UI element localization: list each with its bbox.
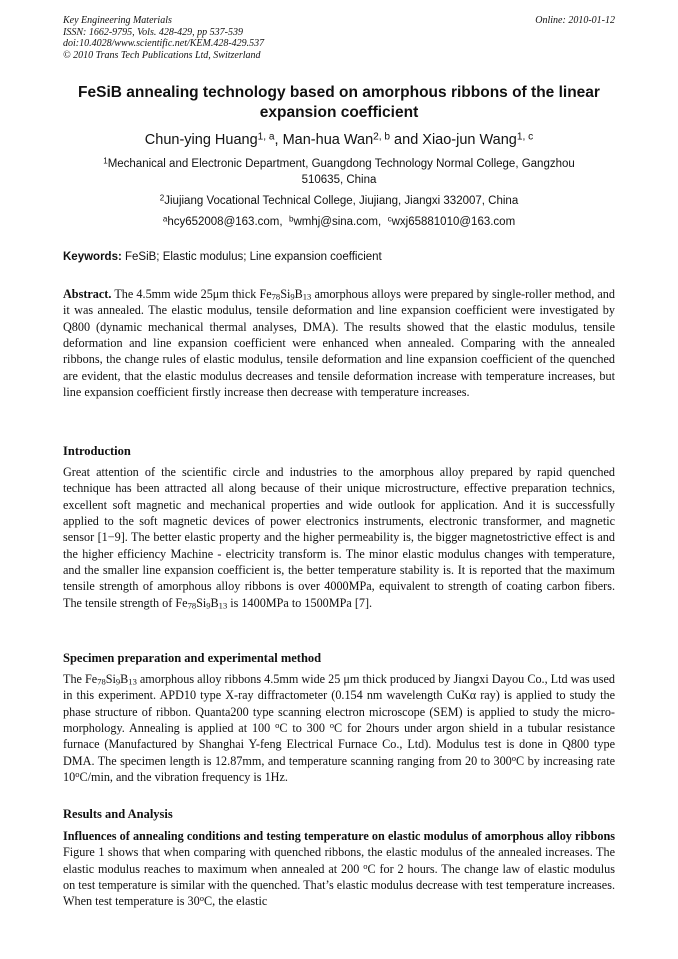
- degree-sign: o: [199, 893, 204, 904]
- paper-title: [63, 83, 615, 123]
- doi-line: doi:10.4028/www.scientific.net/KEM.428-429.537: [63, 38, 265, 49]
- specimen-text: B: [120, 672, 129, 686]
- specimen-text: amorphous alloy ribbons 4.5mm wide 25 μm thick produced by Jiangxi Dayou Co., Ltd was used in this experiment. APD10 type X-ray diffractometer (0.154 nm wavelength CuKα ray) is applied to study the phase structure of ribbon. Quanta200 type scanning electron microscope (SEM) is applied to study the micro-morphology. Annealing is applied at 100: [63, 672, 616, 736]
- email-c[interactable]: wxj65881010@163.com: [391, 216, 516, 228]
- abstract-text: amorphous alloys were prepared by single-roller method, and it was annealed. The elastic modulus, tensile deformation and line expansion coefficient were investigated by Q800 (dynamic mechanical thermal analyses, DMA). The results showed that the elastic modulus, tensile deformation and line expansion coefficient were enhanced when annealed. Comparing with the annealed ribbons, the change rules of elastic modulus, tensile deformation and line expansion coefficient of the quenched are evident, that the elastic modulus decreases and tensile deformation increase with temperature increases, but line expansion coefficient firstly increase then decrease with temperature increases.: [63, 287, 615, 400]
- specimen-text: C to 300: [279, 721, 330, 736]
- results-text: C for 2 hours. The change law of elastic modulus on test temperature is similar with the quenched. That’s elastic modulus decrease with test temperature increases. When test temperature is 30: [63, 861, 615, 909]
- subscript: 13: [302, 291, 312, 302]
- abstract-label: Abstract.: [63, 287, 112, 301]
- introduction-text: Si: [196, 595, 207, 610]
- specimen-heading: Specimen preparation and experimental method: [63, 651, 322, 665]
- keywords-text: FeSiB; Elastic modulus; Line expansion coefficient: [121, 251, 382, 263]
- affiliation-1-marker: 1: [103, 156, 108, 166]
- affiliation-2: [63, 193, 615, 209]
- email-a-marker: a: [162, 214, 168, 224]
- degree-sign: o: [75, 769, 80, 780]
- abstract-paragraph: [63, 286, 615, 400]
- journal-header: [63, 15, 615, 61]
- subscript: 78: [97, 676, 106, 687]
- specimen-text: C for 2hours under argon shield in a tubular resistance furnace (Manufactured by Shanghai Y-feng Electrical Furnace Co., Ltd). Modulus test is done in Q800 type DMA. The specimen length is 12.87mm, and temperature scanning ranging from 20 to 300: [63, 721, 615, 768]
- introduction-paragraph: [63, 464, 615, 611]
- specimen-text: C/min, and the vibration frequency is 1Hz.: [79, 770, 288, 785]
- results-heading: Results and Analysis: [63, 807, 173, 821]
- introduction-heading: Introduction: [63, 444, 131, 458]
- author-2: , Man-hua Wan: [274, 132, 374, 148]
- results-text: C, the elastic: [204, 894, 268, 909]
- keywords-label: Keywords:: [63, 251, 122, 263]
- degree-sign: o: [275, 720, 280, 731]
- subscript: 13: [128, 676, 137, 687]
- email-list: [63, 214, 615, 230]
- affiliation-1-line-1: Mechanical and Electronic Department, Guangdong Technology Normal College, Gangzhou: [107, 158, 575, 170]
- author-3-marker: 1, c: [516, 131, 534, 143]
- email-b[interactable]: wmhj@sina.com,: [293, 216, 382, 228]
- email-a[interactable]: hcy652008@163.com,: [167, 216, 283, 228]
- degree-sign: o: [329, 720, 335, 731]
- introduction-text: Great attention of the scientific circle and industries to the amorphous alloy prepared by rapid quenched technique has been attracted all along because of their unique microstructure, effective preparation technics, excellent soft magnetic and mechanical properties and wide outlook for application. And it is successfully applied to the soft magnetic devices of power electronics instruments, electronic transformer, and magnetic sensor [1−9]. The better elastic property and the higher permeability is, the bigger magnetostrictive effect is and the higher efficiency Machine - electricity transform is. The minor elastic modulus changes with temperature, and the smaller line expansion coefficient is, the better temperature stability is. It is reported that the maximum tensile strength of amorphous alloy ribbons is over 4000MPa, equivalent to strength of coating carbon fibers. The tensile strength of Fe: [63, 465, 615, 610]
- affiliation-1-line-2: 510635, China: [301, 174, 377, 186]
- specimen-text: Si: [105, 672, 116, 686]
- affiliation-2-text: Jiujiang Vocational Technical College, Jiujiang, Jiangxi 332007, China: [164, 195, 519, 207]
- subscript: 13: [218, 600, 228, 611]
- issn-line: ISSN: 1662-9795, Vols. 428-429, pp 537-539: [63, 26, 243, 38]
- introduction-text: B: [210, 595, 219, 610]
- introduction-text: is 1400MPa to 1500MPa [7].: [227, 595, 373, 610]
- degree-sign: o: [363, 860, 368, 871]
- journal-name: Key Engineering Materials: [63, 15, 172, 26]
- specimen-paragraph: [63, 671, 615, 785]
- abstract-text: B: [294, 287, 303, 301]
- keywords: [63, 250, 615, 265]
- results-paragraph: [63, 828, 615, 910]
- subscript: 9: [290, 291, 295, 302]
- degree-sign: o: [511, 752, 517, 763]
- subscript: 78: [271, 291, 281, 302]
- online-date: Online: 2010-01-12: [535, 15, 615, 26]
- author-1-marker: 1, a: [257, 131, 275, 143]
- abstract-text: The 4.5mm wide 25μm thick Fe: [111, 287, 272, 301]
- specimen-text: The Fe: [63, 672, 98, 686]
- results-text: Figure 1 shows that when comparing with quenched ribbons, the elastic modulus of the annealed increases. The elastic modulus reaches to maximum when annealed at 200: [63, 845, 615, 876]
- abstract-text: Si: [280, 287, 291, 301]
- author-3: and Xiao-jun Wang: [390, 132, 517, 148]
- specimen-text: C by increasing rate 10: [63, 753, 615, 785]
- author-1: Chun-ying Huang: [144, 132, 258, 148]
- title-line-1: FeSiB annealing technology based on amorphous ribbons of the linear: [78, 84, 600, 101]
- subscript: 78: [187, 600, 197, 611]
- copyright-line: © 2010 Trans Tech Publications Ltd, Switzerland: [63, 49, 261, 61]
- email-b-marker: b: [288, 214, 294, 224]
- affiliation-1: [63, 156, 615, 188]
- subscript: 9: [206, 600, 211, 611]
- author-list: [63, 131, 615, 149]
- title-line-2: expansion coefficient: [259, 104, 419, 121]
- author-2-marker: 2, b: [373, 131, 391, 143]
- results-subheading: Influences of annealing conditions and testing temperature on elastic modulus of amorphous alloy ribbons: [63, 829, 615, 843]
- subscript: 9: [115, 676, 121, 687]
- email-c-marker: c: [387, 214, 392, 224]
- affiliation-2-marker: 2: [159, 193, 165, 203]
